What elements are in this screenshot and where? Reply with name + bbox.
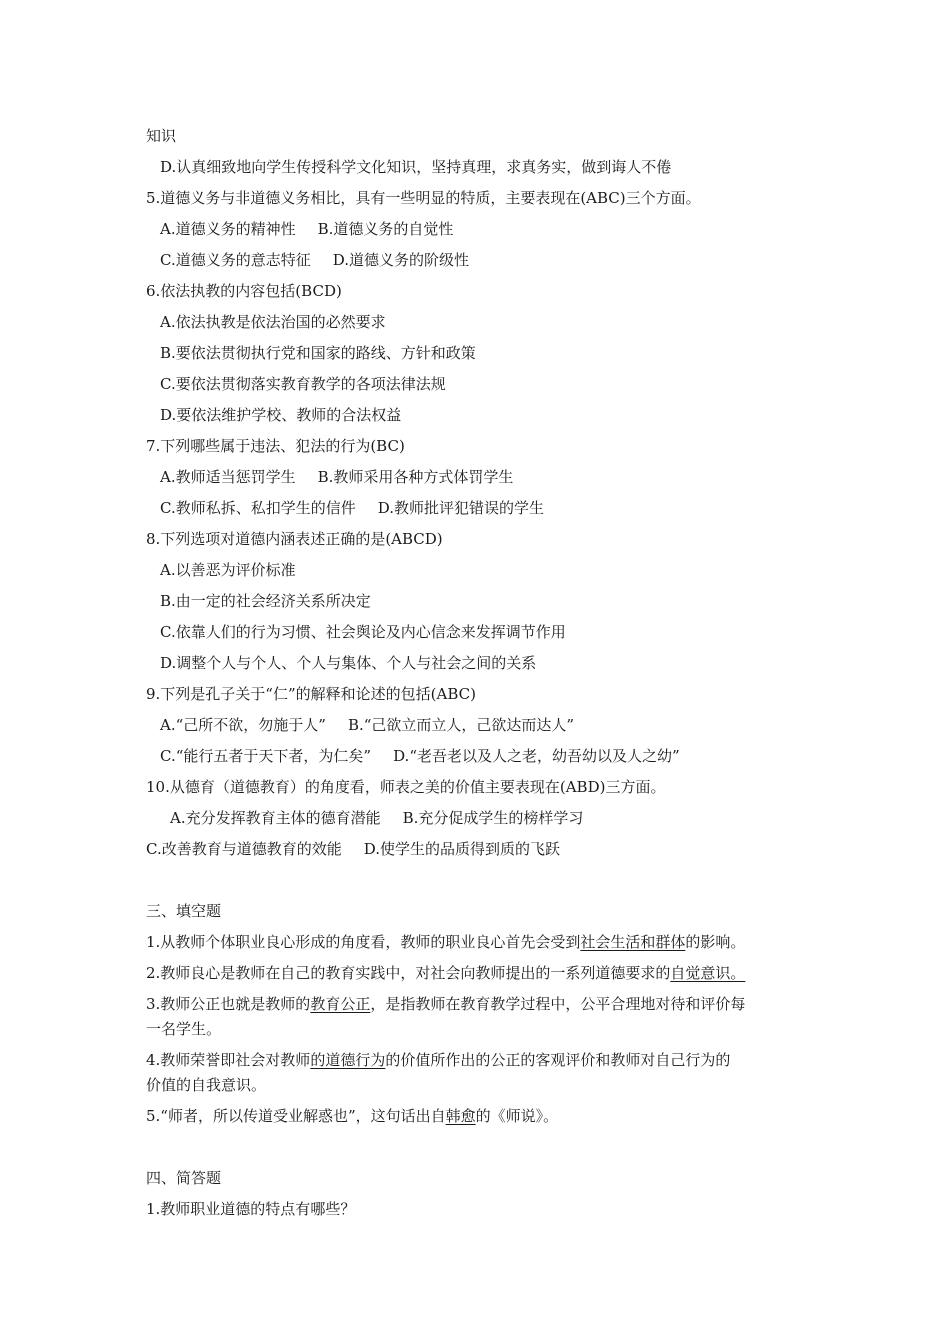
option-c: C.“能行五者于天下者，为仁矣” [160, 747, 372, 765]
option-a: A.道德义务的精神性 [160, 220, 296, 238]
option-d: D.要依法维护学校、教师的合法权益 [160, 406, 402, 424]
fill-question-2: 2.教师良心是教师在自己的教育实践中，对社会向教师提出的一系列道德要求的自觉意识。 [146, 964, 746, 982]
options-row [160, 715, 574, 735]
option-c: C.教师私拆、私扣学生的信件 [160, 499, 356, 517]
fill-question-4-continued: 价值的自我意识。 [146, 1076, 267, 1094]
question-10: 10.从德育（道德教育）的角度看，师表之美的价值主要表现在(ABD)三方面。 [146, 778, 666, 796]
option-b: B.充分促成学生的榜样学习 [402, 809, 584, 827]
question-6: 6.依法执教的内容包括(BCD) [146, 282, 342, 300]
question-9: 9.下列是孔子关于“仁”的解释和论述的包括(ABC) [146, 685, 476, 703]
option-b: B.道德义务的自觉性 [317, 220, 454, 238]
option-d: D.教师批评犯错误的学生 [377, 499, 544, 517]
option-c: C.道德义务的意志特征 [160, 251, 311, 269]
answer-blank: 社会生活和群体 [580, 933, 686, 951]
option-d: D.“老吾老以及人之老，幼吾幼以及人之幼” [393, 747, 680, 765]
option-b: B.要依法贯彻执行党和国家的路线、方针和政策 [160, 344, 476, 362]
fill-question-3-continued: 一名学生。 [146, 1020, 222, 1038]
option-a: A.教师适当惩罚学生 [160, 468, 296, 486]
answer-blank: 教育公正 [310, 995, 371, 1013]
fill-question-5: 5.“师者，所以传道受业解惑也”，这句话出自韩愈的《师说》。 [146, 1107, 559, 1125]
options-row [170, 808, 583, 828]
option-a: A.充分发挥教育主体的德育潜能 [170, 809, 381, 827]
option-c: C.改善教育与道德教育的效能 [146, 840, 342, 858]
options-row [146, 839, 560, 859]
text-line: 知识 [146, 127, 177, 145]
short-question-1: 1.教师职业道德的特点有哪些？ [146, 1200, 356, 1218]
option-b: B.由一定的社会经济关系所决定 [160, 592, 371, 610]
question-5: 5.道德义务与非道德义务相比，具有一些明显的特质，主要表现在(ABC)三个方面。 [146, 189, 701, 207]
option-c: C.依靠人们的行为习惯、社会舆论及内心信念来发挥调节作用 [160, 623, 566, 641]
option-line: D.认真细致地向学生传授科学文化知识，坚持真理，求真务实，做到诲人不倦 [160, 158, 672, 176]
option-b: B.教师采用各种方式体罚学生 [317, 468, 514, 486]
option-b: B.“己欲立而立人，己欲达而达人” [347, 716, 575, 734]
option-d: D.道德义务的阶级性 [332, 251, 469, 269]
options-row [160, 467, 513, 487]
options-row [160, 746, 680, 766]
option-a: A.“己所不欲，勿施于人” [160, 716, 326, 734]
answer-blank: 自觉意识。 [670, 964, 746, 982]
option-d: D.使学生的品质得到质的飞跃 [363, 840, 560, 858]
options-row [160, 498, 544, 518]
options-row [160, 219, 453, 239]
question-8: 8.下列选项对道德内涵表述正确的是(ABCD) [146, 530, 443, 548]
fill-question-3: 3.教师公正也就是教师的教育公正，是指教师在教育教学过程中，公平合理地对待和评价每 [146, 995, 746, 1013]
answer-blank: 韩愈 [445, 1107, 476, 1125]
fill-question-4: 4.教师荣誉即社会对教师的道德行为的价值所作出的公正的客观评价和教师对自己行为的 [146, 1051, 731, 1069]
answer-blank: 的道德行为 [310, 1051, 386, 1069]
section-heading-fill-blank: 三、填空题 [146, 902, 222, 920]
question-7: 7.下列哪些属于违法、犯法的行为(BC) [146, 437, 405, 455]
section-heading-short-answer: 四、简答题 [146, 1169, 222, 1187]
option-c: C.要依法贯彻落实教育教学的各项法律法规 [160, 375, 446, 393]
fill-question-1: 1.从教师个体职业良心形成的角度看，教师的职业良心首先会受到社会生活和群体的影响。 [146, 933, 746, 951]
option-d: D.调整个人与个人、个人与集体、个人与社会之间的关系 [160, 654, 537, 672]
option-a: A.以善恶为评价标准 [160, 561, 296, 579]
option-a: A.依法执教是依法治国的必然要求 [160, 313, 386, 331]
options-row [160, 250, 469, 270]
